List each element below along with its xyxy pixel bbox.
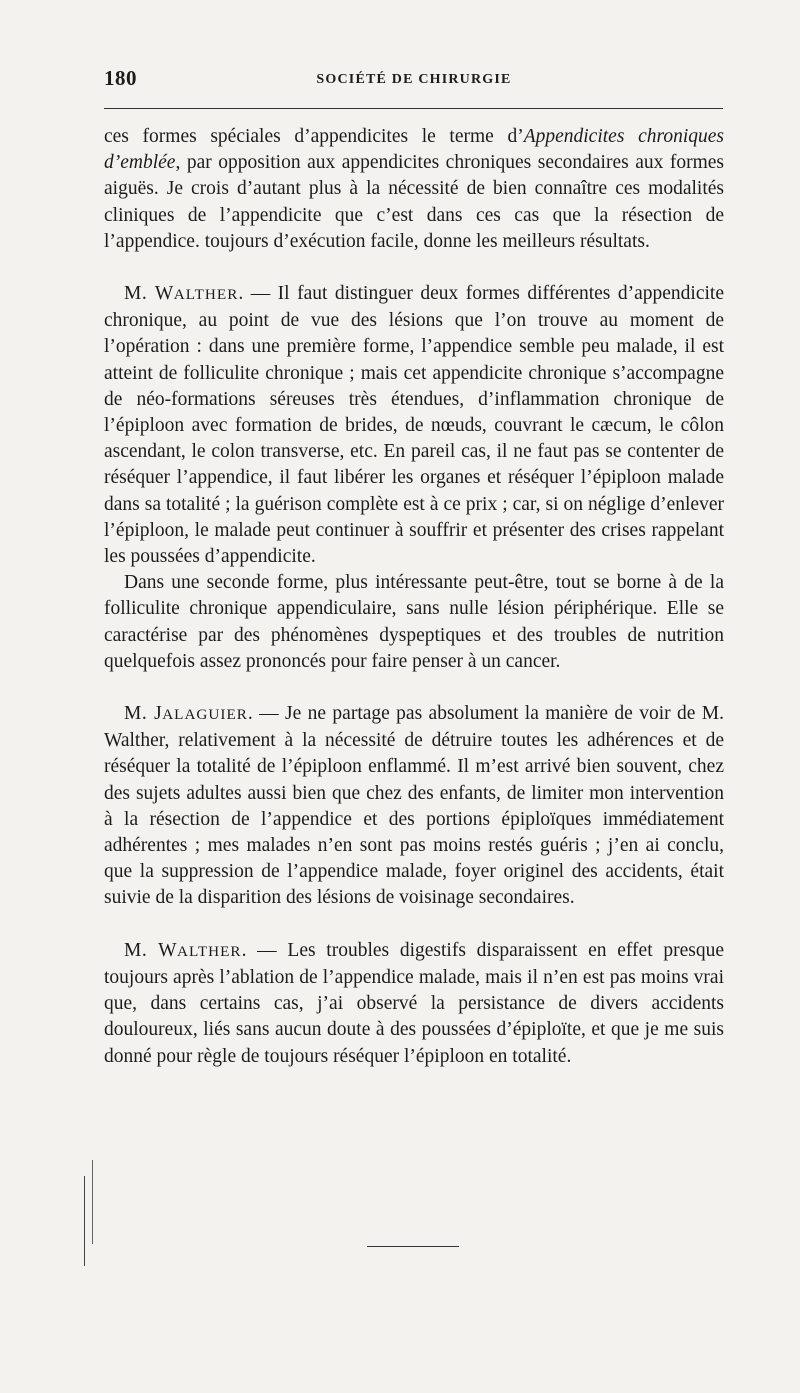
paragraph-walther-1-text: . — Il faut distinguer deux formes différentes d’appendicite chronique, au point de vue des lésions que l’on trouve au moment de l’opération : dans une première forme, l’appendice semble peu malade, il est atteint de folliculite chronique ; mais cet appendicite chronique s’accompagne de néo-formations séreuses très étendues, d’inflammation chronique de l’épiploon avec formation de brides, de nœuds, couvrant le cæcum, le côlon ascendant, le colon transverse, etc. En pareil cas, il ne faut pas se contenter de réséquer l’appendice, il faut libérer les organes et réséquer l’épiploon malade dans sa totalité ; la guérison complète est à ce prix ; car, si on néglige d’enlever l’épiploon, le malade peut continuer à souffrir et présenter des crises rappelant les poussées d’appendicite. — [104, 283, 724, 568]
speaker-rest: ALAGUIER — [162, 706, 248, 724]
margin-mark — [92, 1160, 93, 1244]
body-text — [104, 124, 724, 1070]
speaker-initial: W — [154, 283, 174, 305]
paragraph-walther-2-text: . — Les troubles digestifs disparaissent en effet presque toujours après l’ablation de l’appendice malade, mais il n’en est pas moins vrai que, dans certains cas, j’ai observé la persistance de divers accidents douloureux, liés sans aucun doute à des poussées d’épiploïte, et que je me suis donné pour règle de toujours réséquer l’épiploon en totalité. — [104, 939, 724, 1067]
paragraph-jalaguier-text: . — Je ne partage pas absolument la manière de voir de M. Walther, relativement à la nécessité de détruire toutes les adhérences et de réséquer la totalité de l’épiploon enflammé. Il m’est arrivé bien souvent, chez des sujets adultes aussi bien que chez des enfants, de limiter mon intervention à la résection de l’appendice et des portions épiploïques immédiatement adhérentes ; mes malades n’en sont pas moins restés guéris ; j’en ai conclu, que la suppression de l’appendice malade, foyer originel des accidents, était suivie de la disparition des lésions de voisinage secondaires. — [104, 703, 724, 909]
paragraph-1-italic: Appendicites chroniques d’emblée — [104, 126, 724, 174]
page-number: 180 — [104, 66, 137, 90]
speaker-initial: W — [158, 939, 177, 961]
speaker-rest: ALTHER — [177, 942, 242, 960]
speaker-initial: J — [154, 703, 163, 725]
margin-mark — [84, 1176, 85, 1266]
header-rule — [104, 108, 723, 109]
paragraph-1-text-after: , par opposition aux appendicites chroniques secondaires aux formes aiguës. Je crois d’autant plus à la nécessité de bien connaître ces modalités cliniques de l’appendicite que c’est dans ces cas que la résection de l’appendice. toujours d’exécution facile, donne les meilleurs résultats. — [104, 152, 724, 252]
paragraph-walther-1 — [104, 281, 724, 570]
closing-rule — [367, 1246, 459, 1247]
speaker-name — [124, 940, 242, 961]
speaker-name — [124, 283, 238, 304]
paragraph-walther-2 — [104, 938, 724, 1070]
speaker-prefix: M. — [124, 283, 155, 305]
running-title: SOCIÉTÉ DE CHIRURGIE — [316, 72, 512, 87]
speaker-rest: ALTHER — [173, 286, 239, 304]
page-header — [104, 66, 724, 96]
paragraph-1-text-before: ces formes spéciales d’appendicites le terme d’ — [104, 126, 524, 147]
speaker-prefix: M. — [124, 703, 155, 725]
speaker-name — [124, 703, 248, 724]
paragraph-second-form: Dans une seconde forme, plus intéressante peut-être, tout se borne à de la folliculite chronique appendiculaire, sans nulle lésion périphérique. Elle se caractérise par des phénomènes dyspeptiques et des troubles de nutrition quelquefois assez prononcés pour faire penser à un cancer. — [104, 572, 724, 672]
paragraph-1 — [104, 124, 724, 255]
speaker-prefix: M. — [124, 939, 159, 961]
paragraph-jalaguier — [104, 701, 724, 912]
